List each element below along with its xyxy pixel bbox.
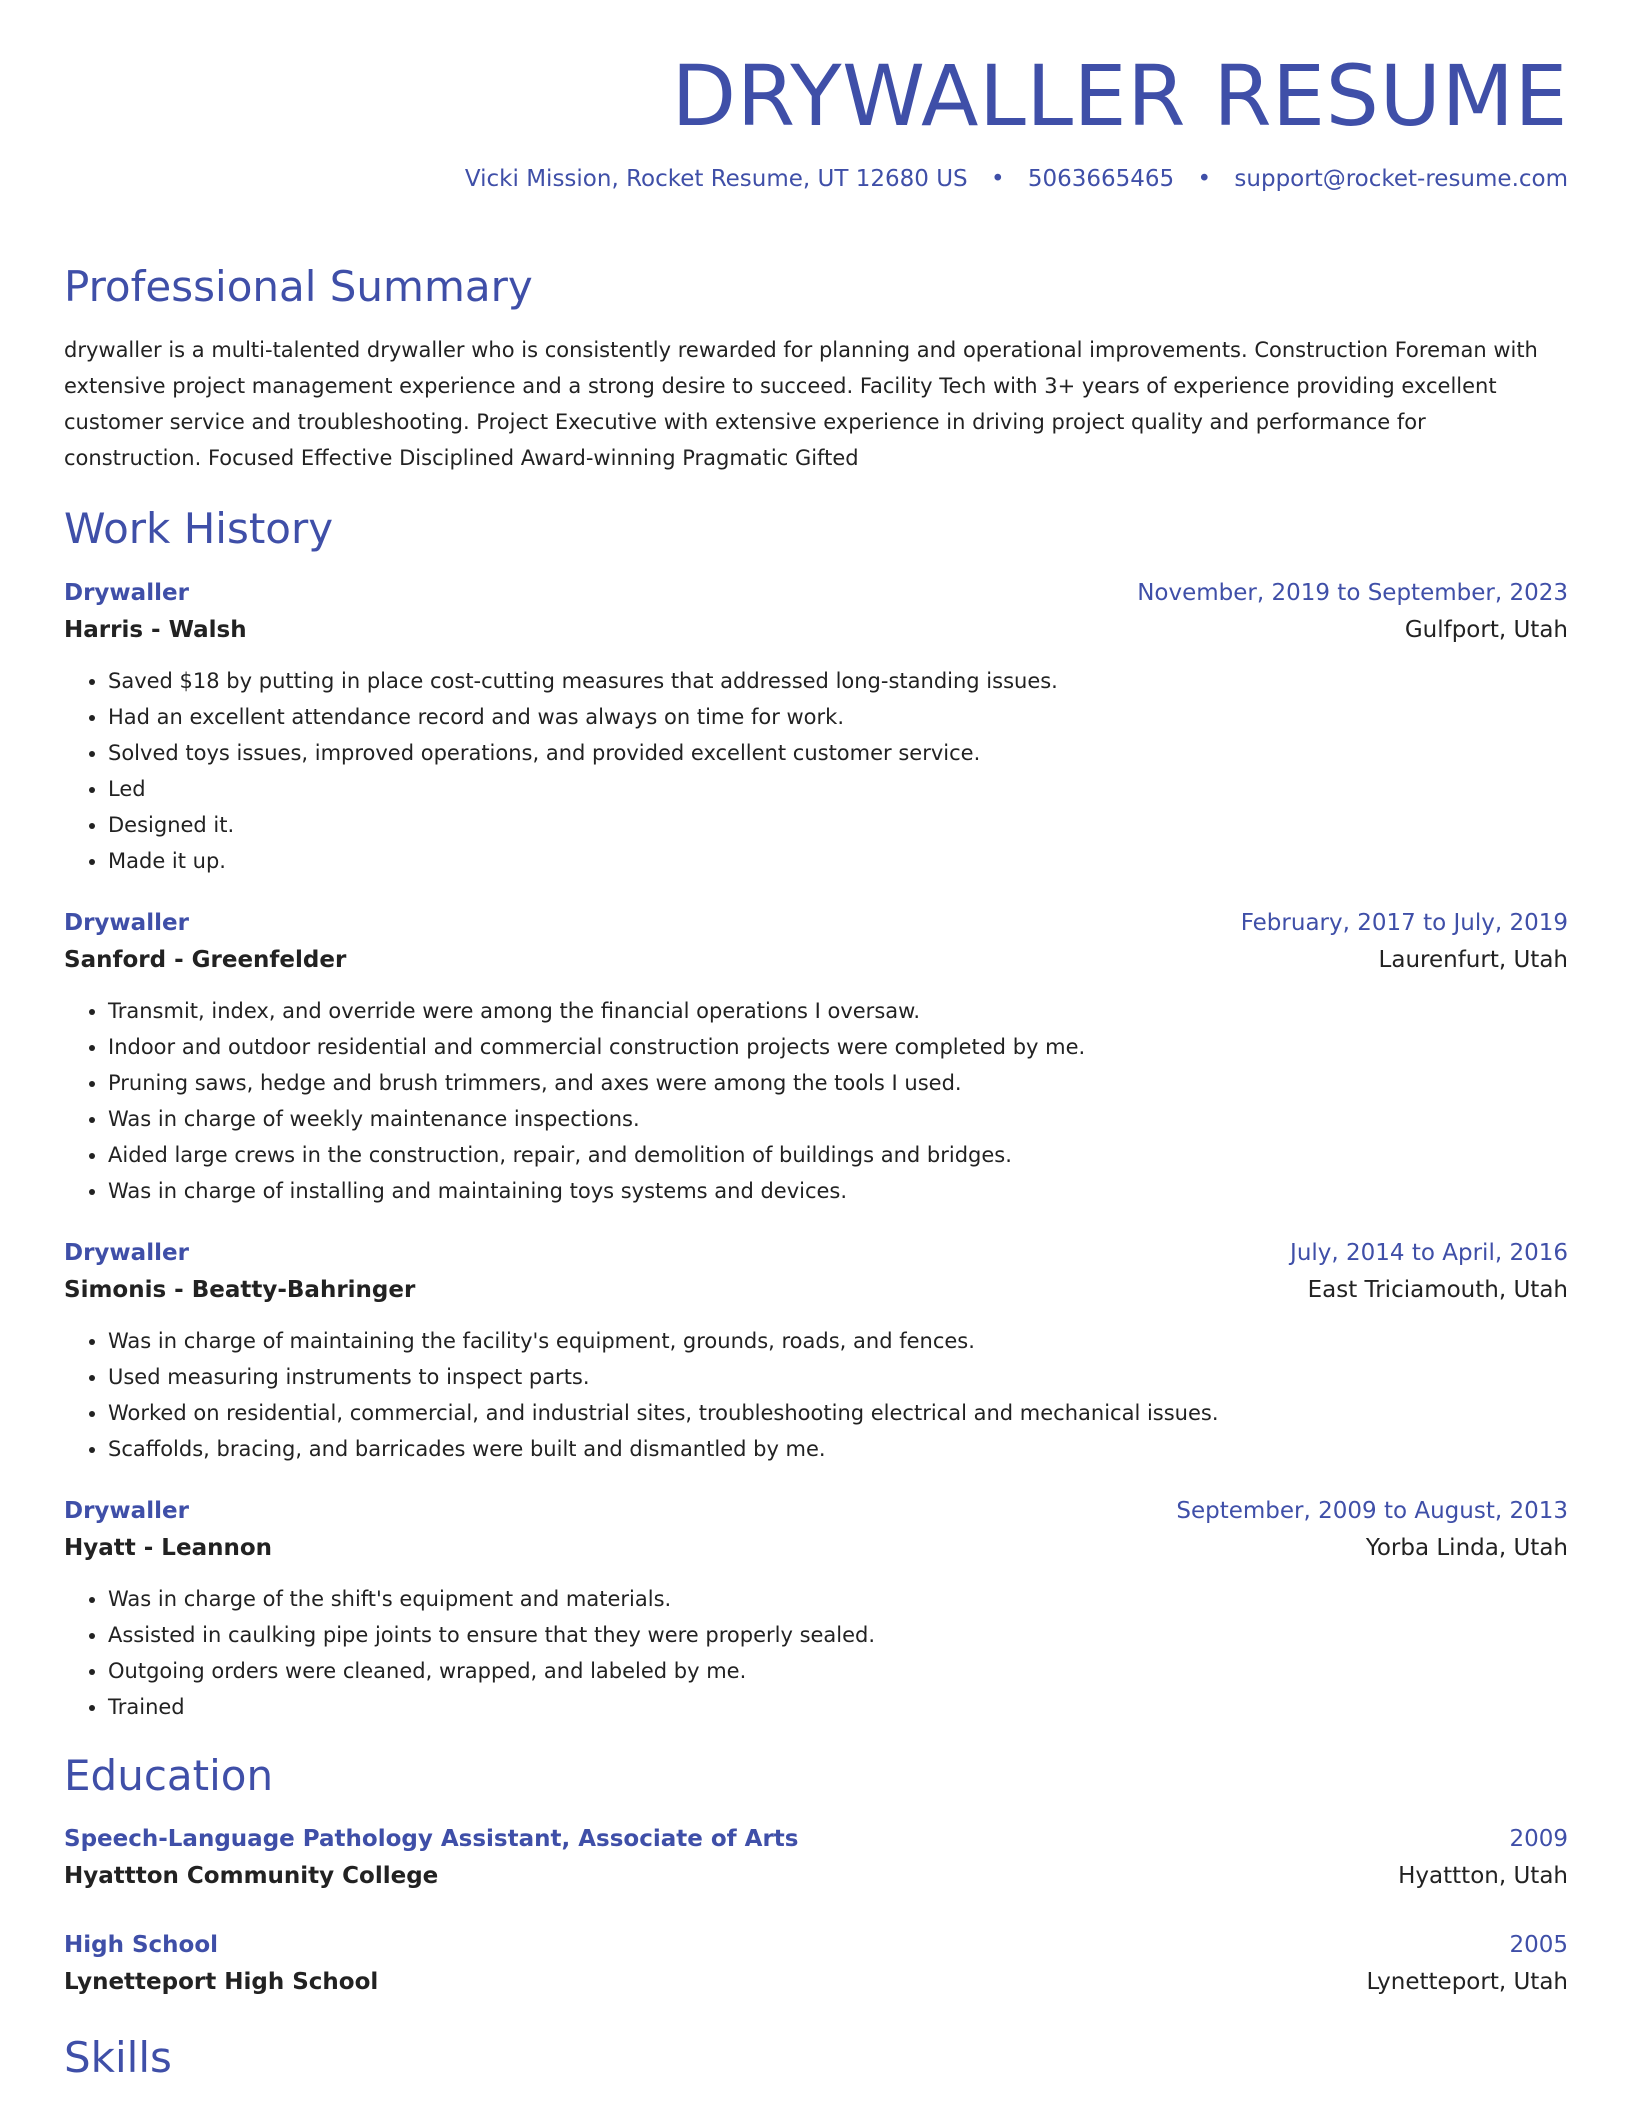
job-entry [64, 575, 1568, 879]
job-bullet: • Saved $18 by putting in place cost-cutting measures that addressed long-standing issues. [108, 663, 1568, 699]
job-bullets [64, 1323, 1568, 1467]
job-entry [64, 1235, 1568, 1467]
job-company: Hyatt - Leannon [64, 1534, 273, 1561]
job-bullet: • Had an excellent attendance record and was always on time for work. [108, 699, 1568, 735]
skills-heading: Skills [64, 2033, 172, 2083]
resume-body [64, 262, 1568, 2104]
job-dates: February, 2017 to July, 2019 [1240, 909, 1568, 936]
job-bullets [64, 1581, 1568, 1725]
job-company: Harris - Walsh [64, 616, 247, 643]
resume-title: DRYWALLER RESUME [671, 47, 1568, 145]
job-location: East Triciamouth, Utah [1307, 1276, 1568, 1303]
job-entry [64, 1493, 1568, 1725]
job-location: Yorba Linda, Utah [1365, 1534, 1568, 1561]
job-bullet: • Trained [108, 1689, 1568, 1725]
summary-heading: Professional Summary [64, 262, 533, 311]
job-bullet: • Indoor and outdoor residential and commercial construction projects were completed by me. [108, 1029, 1568, 1065]
contact-separator: • [990, 166, 1005, 193]
job-dates: September, 2009 to August, 2013 [1176, 1497, 1568, 1524]
summary-text: drywaller is a multi-talented drywaller who is consistently rewarded for planning and operational improvements. Construction Foreman with extensive project management experience and a strong desire to succeed. Facility Tech with 3+ years of experience providing excellent customer service and troubleshooting. Project Executive with extensive experience in driving project quality and performance for construction. Focused Effective Disciplined Award-winning Pragmatic Gifted [64, 338, 1538, 471]
job-bullet: • Made it up. [108, 843, 1568, 879]
job-bullet: • Scaffolds, bracing, and barricades were built and dismantled by me. [108, 1431, 1568, 1467]
job-bullet: • Used measuring instruments to inspect parts. [108, 1359, 1568, 1395]
job-bullet: • Was in charge of weekly maintenance inspections. [108, 1101, 1568, 1137]
contact-email[interactable]: support@rocket-resume.com [1234, 166, 1568, 193]
job-bullet: • Solved toys issues, improved operations, and provided excellent customer service. [108, 735, 1568, 771]
job-dates: November, 2019 to September, 2023 [1137, 579, 1568, 606]
job-bullet: • Was in charge of installing and maintaining toys systems and devices. [108, 1173, 1568, 1209]
job-bullet: • Outgoing orders were cleaned, wrapped, and labeled by me. [108, 1653, 1568, 1689]
job-role: Drywaller [64, 579, 189, 606]
job-role: Drywaller [64, 909, 189, 936]
job-bullet: • Designed it. [108, 807, 1568, 843]
job-location: Gulfport, Utah [1404, 616, 1568, 643]
education-degree: High School [64, 1932, 219, 1959]
job-role: Drywaller [64, 1239, 189, 1266]
job-bullets [64, 663, 1568, 879]
contact-separator: • [1197, 166, 1212, 193]
job-company: Simonis - Beatty-Bahringer [64, 1276, 416, 1303]
education-entry [64, 1927, 1568, 2001]
education-heading: Education [64, 1750, 274, 1800]
job-dates: July, 2014 to April, 2016 [1290, 1239, 1568, 1266]
job-bullet: • Was in charge of the shift's equipment and materials. [108, 1581, 1568, 1617]
contact-line [465, 166, 1568, 192]
work-history-heading: Work History [64, 504, 334, 554]
contact-address: Vicki Mission, Rocket Resume, UT 12680 US [464, 166, 968, 193]
education-entry [64, 1821, 1568, 1895]
education-degree: Speech-Language Pathology Assistant, Associate of Arts [64, 1826, 799, 1853]
education-location: Hyattton, Utah [1398, 1863, 1568, 1890]
education-school: Lynetteport High School [64, 1969, 379, 1996]
education-school: Hyattton Community College [64, 1863, 439, 1890]
education-location: Lynetteport, Utah [1366, 1969, 1568, 1996]
job-bullet: • Assisted in caulking pipe joints to ensure that they were properly sealed. [108, 1617, 1568, 1653]
job-bullet: • Led [108, 771, 1568, 807]
job-bullet: • Transmit, index, and override were among the financial operations I oversaw. [108, 993, 1568, 1029]
job-role: Drywaller [64, 1497, 189, 1524]
job-company: Sanford - Greenfelder [64, 946, 347, 973]
job-bullet: • Was in charge of maintaining the facility's equipment, grounds, roads, and fences. [108, 1323, 1568, 1359]
contact-phone: 5063665465 [1027, 166, 1175, 193]
resume-header [464, 47, 1568, 193]
job-bullet: • Pruning saws, hedge and brush trimmers, and axes were among the tools I used. [108, 1065, 1568, 1101]
education-year: 2009 [1509, 1826, 1568, 1853]
job-bullets [64, 993, 1568, 1209]
job-entry [64, 905, 1568, 1209]
job-location: Laurenfurt, Utah [1378, 946, 1568, 973]
job-bullet: • Aided large crews in the construction, repair, and demolition of buildings and bridges. [108, 1137, 1568, 1173]
job-bullet: • Worked on residential, commercial, and industrial sites, troubleshooting electrical and mechanical issues. [108, 1395, 1568, 1431]
education-year: 2005 [1509, 1932, 1568, 1959]
